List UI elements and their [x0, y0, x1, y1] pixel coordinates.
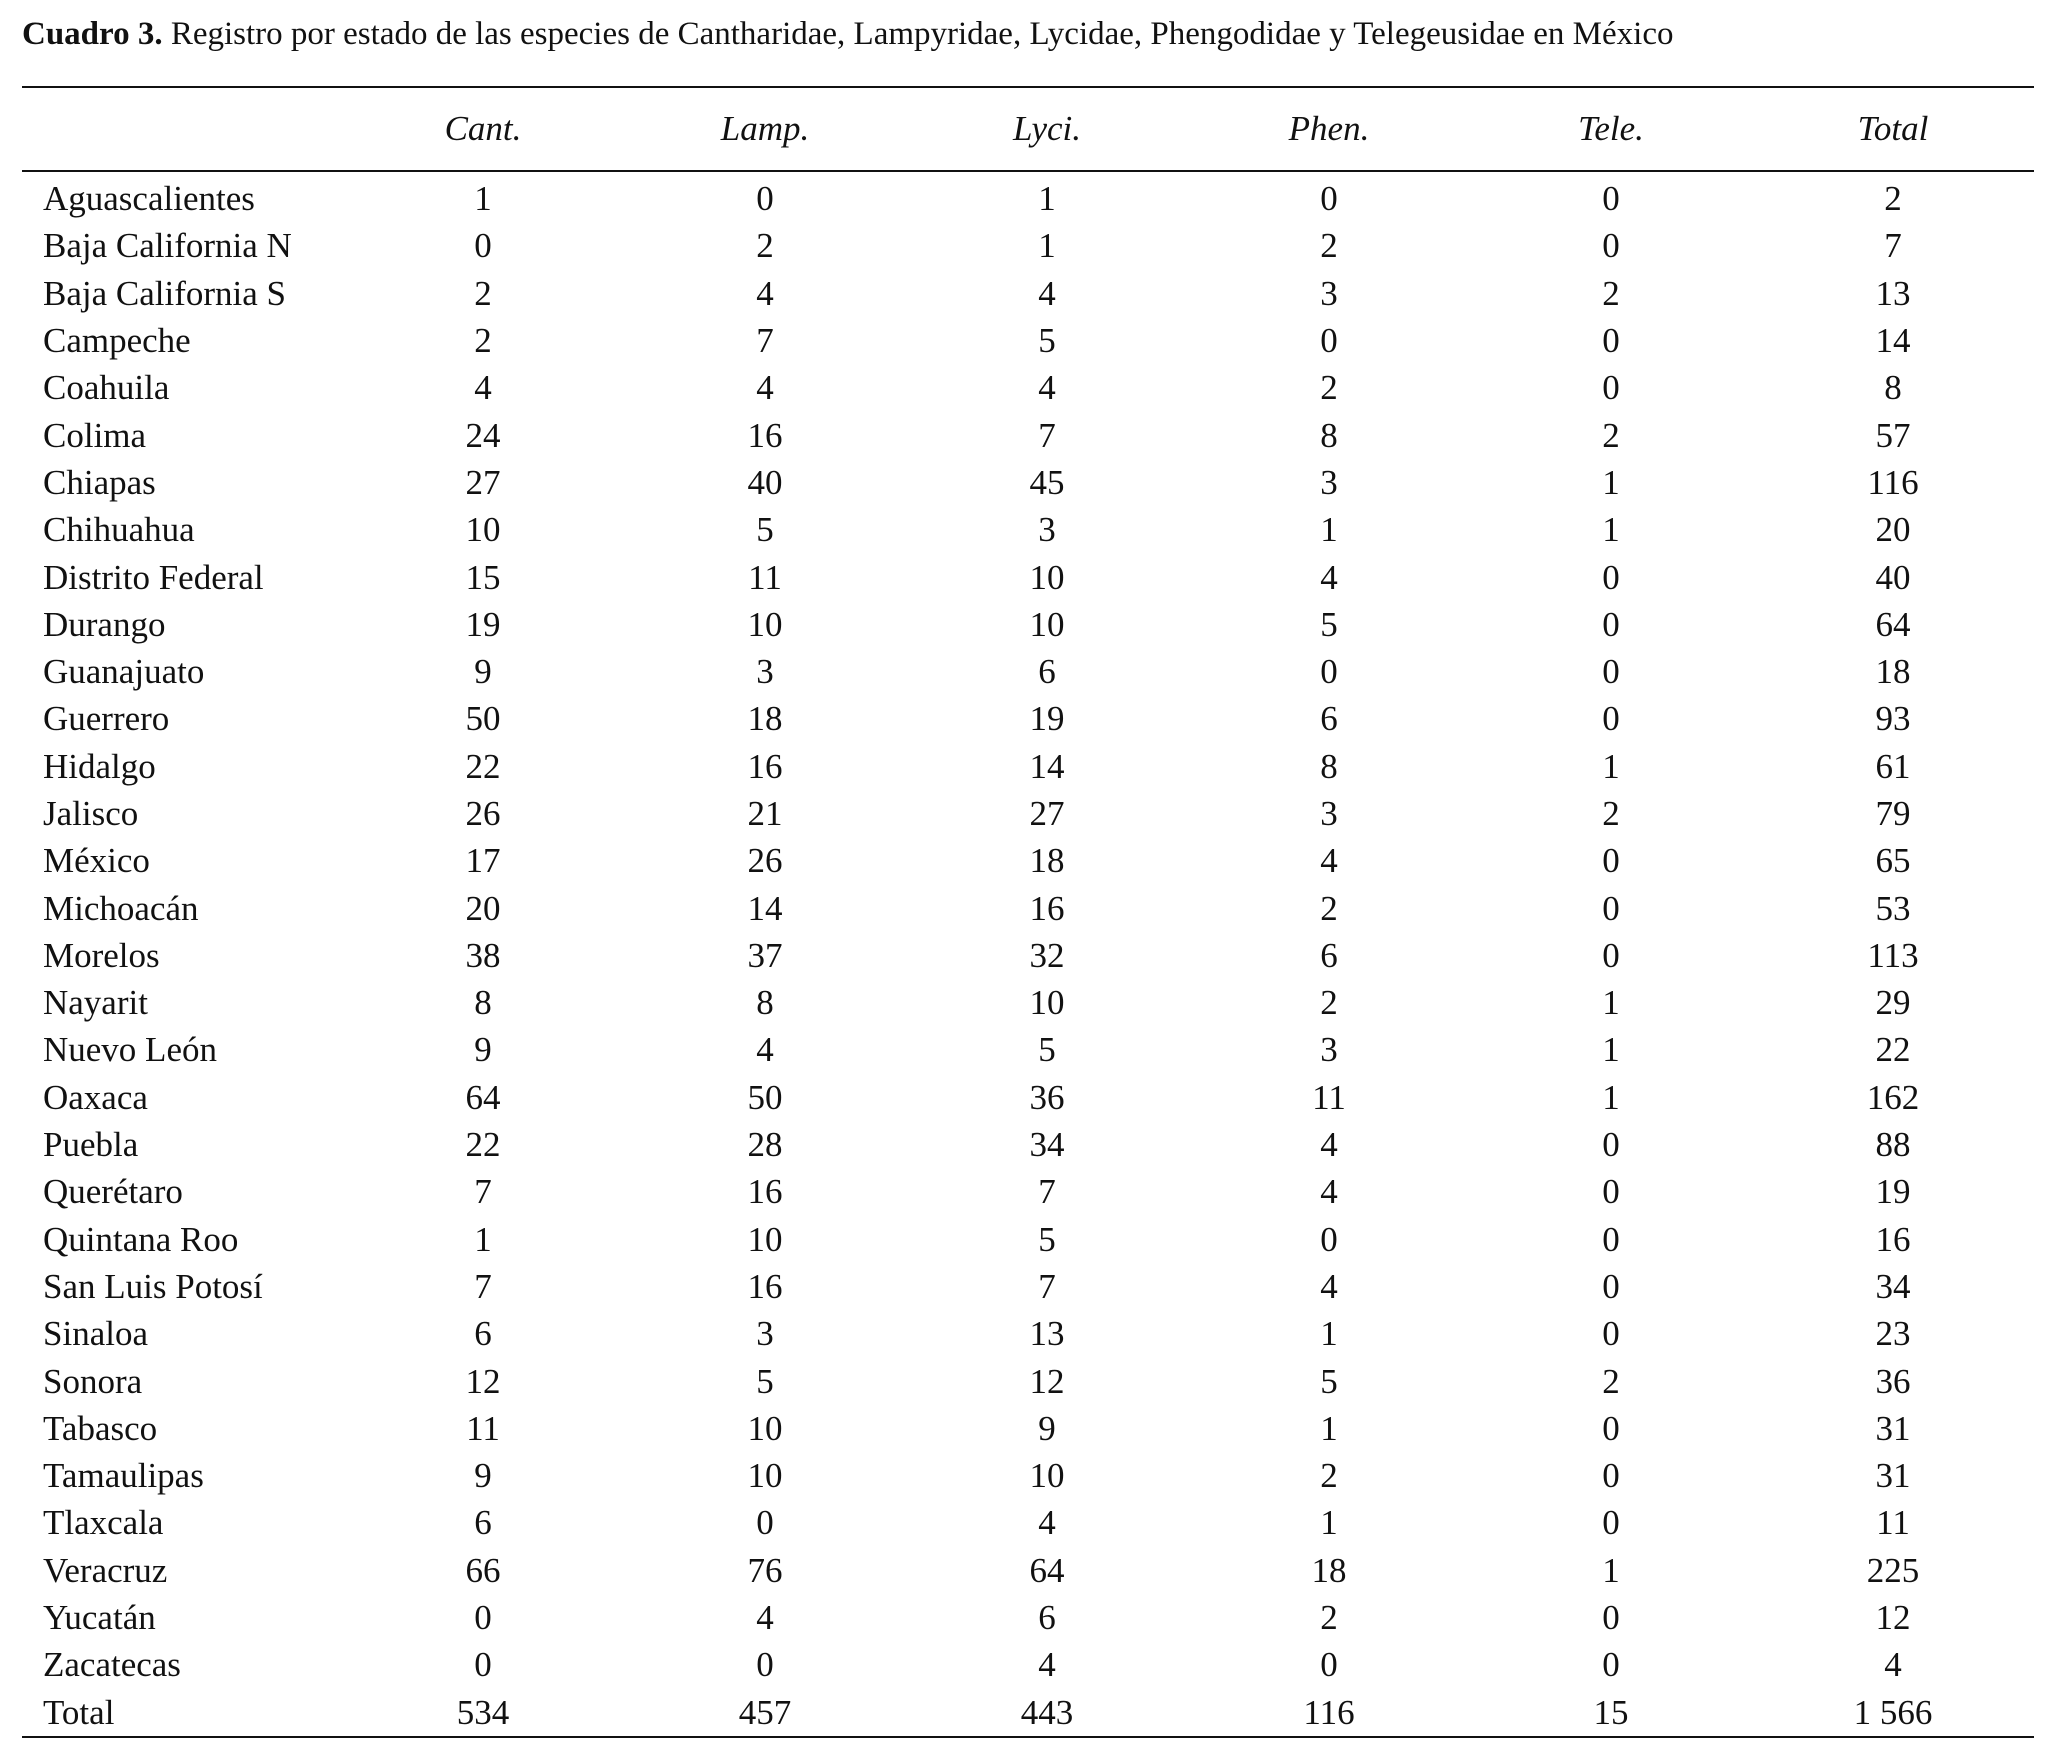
- column-header: Total: [1857, 109, 1929, 148]
- count-cell: 4: [1038, 1645, 1056, 1685]
- count-cell: 2: [1320, 1598, 1338, 1638]
- count-cell: 8: [756, 983, 774, 1023]
- count-cell: 76: [747, 1550, 783, 1590]
- count-cell: 3: [756, 652, 774, 692]
- count-cell: 7: [1038, 415, 1056, 455]
- count-cell: 7: [756, 321, 774, 361]
- count-cell: 534: [456, 1692, 510, 1732]
- count-cell: 7: [474, 1266, 492, 1306]
- count-cell: 17: [465, 841, 501, 881]
- count-cell: 65: [1875, 841, 1911, 881]
- state-name: Hidalgo: [43, 746, 156, 786]
- count-cell: 26: [747, 841, 783, 881]
- count-cell: 0: [1320, 179, 1338, 219]
- state-name: Durango: [43, 604, 166, 644]
- count-cell: 12: [1029, 1361, 1065, 1401]
- state-name: Baja California N: [43, 226, 292, 266]
- state-name: México: [43, 841, 150, 881]
- count-cell: 2: [1320, 368, 1338, 408]
- count-cell: 6: [1320, 935, 1338, 975]
- count-cell: 79: [1875, 794, 1911, 833]
- count-cell: 11: [466, 1408, 500, 1448]
- state-name: Baja California S: [43, 273, 287, 313]
- table-row: [22, 837, 2034, 884]
- table-row: [22, 1263, 2034, 1310]
- count-cell: 4: [756, 368, 774, 408]
- state-name: Aguascalientes: [43, 179, 255, 219]
- count-cell: 4: [756, 273, 774, 313]
- count-cell: 9: [1038, 1408, 1056, 1448]
- caption-label: Cuadro 3.: [22, 16, 163, 52]
- count-cell: 4: [1320, 841, 1338, 881]
- count-cell: 26: [465, 794, 501, 833]
- state-name: Veracruz: [43, 1550, 168, 1590]
- state-name: Jalisco: [43, 794, 139, 833]
- table-row: [22, 884, 2034, 931]
- count-cell: 7: [1038, 1172, 1056, 1212]
- count-cell: 34: [1029, 1125, 1065, 1165]
- count-cell: 0: [1602, 699, 1620, 739]
- count-cell: 38: [465, 935, 501, 975]
- count-cell: 1: [1602, 746, 1620, 786]
- count-cell: 45: [1029, 462, 1065, 502]
- table-row: [22, 1310, 2034, 1357]
- count-cell: 88: [1875, 1125, 1911, 1165]
- state-name: Chihuahua: [43, 510, 195, 550]
- count-cell: 1: [1602, 1550, 1620, 1590]
- table-row: [22, 364, 2034, 411]
- state-name: Quintana Roo: [43, 1219, 239, 1259]
- count-cell: 4: [1038, 273, 1056, 313]
- count-cell: 0: [1602, 179, 1620, 219]
- state-name: Total: [43, 1692, 115, 1732]
- count-cell: 3: [1038, 510, 1056, 550]
- count-cell: 0: [1602, 604, 1620, 644]
- count-cell: 10: [465, 510, 501, 550]
- count-cell: 40: [747, 462, 783, 502]
- count-cell: 21: [747, 794, 783, 833]
- table-row: [22, 743, 2034, 790]
- table-row: [22, 1547, 2034, 1594]
- count-cell: 12: [1875, 1598, 1911, 1638]
- count-cell: 0: [1320, 1645, 1338, 1685]
- count-cell: 31: [1875, 1408, 1911, 1448]
- state-name: Tabasco: [43, 1408, 158, 1448]
- count-cell: 93: [1875, 699, 1911, 739]
- count-cell: 37: [747, 935, 783, 975]
- caption-text: Registro por estado de las especies de Cantharidae, Lampyridae, Lycidae, Phengodidae y Telegeusidae en México: [162, 16, 1674, 52]
- count-cell: 0: [1602, 226, 1620, 266]
- count-cell: 0: [1602, 935, 1620, 975]
- state-name: Morelos: [43, 935, 160, 975]
- state-name: Yucatán: [43, 1598, 156, 1638]
- state-name: Nayarit: [43, 983, 148, 1023]
- state-name: Guerrero: [43, 699, 170, 739]
- count-cell: 1: [474, 1219, 492, 1259]
- count-cell: 4: [756, 1598, 774, 1638]
- count-cell: 57: [1875, 415, 1911, 455]
- column-header: Phen.: [1288, 109, 1370, 148]
- count-cell: 1: [1320, 510, 1338, 550]
- count-cell: 116: [1867, 462, 1919, 502]
- table-row: [22, 1168, 2034, 1215]
- count-cell: 29: [1875, 983, 1911, 1023]
- count-cell: 6: [474, 1314, 492, 1354]
- table-body: [22, 171, 2034, 1737]
- count-cell: 0: [1602, 652, 1620, 692]
- count-cell: 31: [1875, 1456, 1911, 1496]
- count-cell: 1: [1602, 1030, 1620, 1070]
- count-cell: 18: [747, 699, 783, 739]
- count-cell: 4: [1320, 1172, 1338, 1212]
- count-cell: 61: [1875, 746, 1911, 786]
- count-cell: 13: [1029, 1314, 1065, 1354]
- count-cell: 4: [756, 1030, 774, 1070]
- table-row: [22, 1216, 2034, 1263]
- species-table-container: [22, 86, 2034, 1738]
- count-cell: 32: [1029, 935, 1065, 975]
- count-cell: 0: [1602, 1219, 1620, 1259]
- count-cell: 0: [756, 179, 774, 219]
- count-cell: 16: [1875, 1219, 1911, 1259]
- count-cell: 0: [1602, 888, 1620, 928]
- column-header: Tele.: [1578, 109, 1644, 148]
- count-cell: 0: [1602, 368, 1620, 408]
- count-cell: 19: [465, 604, 501, 644]
- count-cell: 3: [1320, 462, 1338, 502]
- count-cell: 9: [474, 652, 492, 692]
- count-cell: 22: [1875, 1030, 1911, 1070]
- count-cell: 40: [1875, 557, 1911, 597]
- count-cell: 4: [1320, 1125, 1338, 1165]
- table-row: [22, 695, 2034, 742]
- count-cell: 2: [1602, 415, 1620, 455]
- total-row: [22, 1689, 2034, 1737]
- count-cell: 113: [1867, 935, 1919, 975]
- count-cell: 8: [474, 983, 492, 1023]
- count-cell: 0: [1602, 1408, 1620, 1448]
- count-cell: 1: [1602, 462, 1620, 502]
- count-cell: 36: [1875, 1361, 1911, 1401]
- count-cell: 162: [1866, 1077, 1920, 1117]
- count-cell: 2: [756, 226, 774, 266]
- table-row: [22, 932, 2034, 979]
- count-cell: 3: [1320, 794, 1338, 833]
- count-cell: 2: [474, 273, 492, 313]
- header-state: [22, 87, 342, 171]
- count-cell: 225: [1866, 1550, 1920, 1590]
- count-cell: 4: [1320, 1266, 1338, 1306]
- count-cell: 0: [756, 1503, 774, 1543]
- count-cell: 11: [1312, 1077, 1346, 1117]
- state-name: Zacatecas: [43, 1645, 181, 1685]
- state-name: Nuevo León: [43, 1030, 217, 1070]
- count-cell: 10: [1029, 983, 1065, 1023]
- count-cell: 6: [1038, 1598, 1056, 1638]
- count-cell: 0: [1602, 1314, 1620, 1354]
- table-row: [22, 459, 2034, 506]
- state-name: Coahuila: [43, 368, 170, 408]
- count-cell: 15: [1593, 1692, 1629, 1732]
- count-cell: 5: [1320, 604, 1338, 644]
- count-cell: 22: [465, 746, 501, 786]
- count-cell: 8: [1320, 746, 1338, 786]
- count-cell: 14: [747, 888, 783, 928]
- table-row: [22, 648, 2034, 695]
- count-cell: 16: [747, 746, 783, 786]
- count-cell: 50: [747, 1077, 783, 1117]
- state-name: Chiapas: [43, 462, 156, 502]
- count-cell: 1: [1602, 1077, 1620, 1117]
- table-row: [22, 1499, 2034, 1546]
- count-cell: 10: [747, 1408, 783, 1448]
- state-name: Colima: [43, 415, 147, 455]
- count-cell: 24: [465, 415, 501, 455]
- count-cell: 0: [1320, 652, 1338, 692]
- table-row: [22, 1026, 2034, 1073]
- state-name: Tlaxcala: [43, 1503, 164, 1543]
- count-cell: 10: [747, 1219, 783, 1259]
- count-cell: 2: [474, 321, 492, 361]
- state-name: Sonora: [43, 1361, 143, 1401]
- count-cell: 23: [1875, 1314, 1911, 1354]
- count-cell: 0: [474, 1645, 492, 1685]
- table-row: [22, 1405, 2034, 1452]
- count-cell: 1 566: [1853, 1692, 1933, 1732]
- count-cell: 1: [1038, 179, 1056, 219]
- count-cell: 19: [1875, 1172, 1911, 1212]
- count-cell: 5: [756, 510, 774, 550]
- state-name: Querétaro: [43, 1172, 183, 1212]
- count-cell: 28: [747, 1125, 783, 1165]
- count-cell: 27: [1029, 794, 1065, 833]
- count-cell: 5: [1038, 1219, 1056, 1259]
- count-cell: 13: [1875, 273, 1911, 313]
- count-cell: 11: [1876, 1503, 1910, 1543]
- state-name: Puebla: [43, 1125, 139, 1165]
- count-cell: 50: [465, 699, 501, 739]
- count-cell: 18: [1875, 652, 1911, 692]
- count-cell: 18: [1029, 841, 1065, 881]
- table-row: [22, 790, 2034, 837]
- count-cell: 6: [1038, 652, 1056, 692]
- count-cell: 20: [1875, 510, 1911, 550]
- count-cell: 1: [1602, 510, 1620, 550]
- count-cell: 8: [1884, 368, 1902, 408]
- count-cell: 10: [1029, 604, 1065, 644]
- count-cell: 2: [1602, 1361, 1620, 1401]
- count-cell: 64: [1875, 604, 1911, 644]
- count-cell: 0: [474, 1598, 492, 1638]
- table-caption: [22, 10, 1674, 58]
- count-cell: 116: [1303, 1692, 1355, 1732]
- count-cell: 2: [1320, 226, 1338, 266]
- count-cell: 18: [1311, 1550, 1347, 1590]
- count-cell: 34: [1875, 1266, 1911, 1306]
- count-cell: 22: [465, 1125, 501, 1165]
- count-cell: 1: [474, 179, 492, 219]
- table-row: [22, 979, 2034, 1026]
- header-row: [22, 87, 2034, 171]
- column-header: Lyci.: [1013, 109, 1081, 148]
- count-cell: 4: [474, 368, 492, 408]
- table-header: [22, 87, 2034, 171]
- count-cell: 16: [747, 1266, 783, 1306]
- state-name: San Luis Potosí: [43, 1266, 263, 1306]
- count-cell: 4: [1320, 557, 1338, 597]
- count-cell: 0: [1602, 557, 1620, 597]
- count-cell: 5: [1038, 321, 1056, 361]
- table-row: [22, 1452, 2034, 1499]
- count-cell: 5: [1038, 1030, 1056, 1070]
- count-cell: 0: [1602, 321, 1620, 361]
- count-cell: 0: [474, 226, 492, 266]
- column-header: Cant.: [444, 109, 522, 148]
- count-cell: 2: [1602, 794, 1620, 833]
- count-cell: 66: [465, 1550, 501, 1590]
- count-cell: 9: [474, 1456, 492, 1496]
- count-cell: 11: [748, 557, 782, 597]
- count-cell: 16: [747, 415, 783, 455]
- count-cell: 10: [1029, 557, 1065, 597]
- count-cell: 1: [1320, 1408, 1338, 1448]
- count-cell: 64: [1029, 1550, 1065, 1590]
- count-cell: 15: [465, 557, 501, 597]
- count-cell: 16: [747, 1172, 783, 1212]
- count-cell: 64: [465, 1077, 501, 1117]
- count-cell: 16: [1029, 888, 1065, 928]
- count-cell: 2: [1320, 1456, 1338, 1496]
- table-row: [22, 411, 2034, 458]
- count-cell: 0: [1602, 1598, 1620, 1638]
- count-cell: 0: [1320, 321, 1338, 361]
- table-row: [22, 171, 2034, 222]
- count-cell: 0: [1602, 1266, 1620, 1306]
- state-name: Distrito Federal: [43, 557, 264, 597]
- count-cell: 1: [1602, 983, 1620, 1023]
- state-name: Tamaulipas: [43, 1456, 204, 1496]
- state-name: Sinaloa: [43, 1314, 148, 1354]
- count-cell: 53: [1875, 888, 1911, 928]
- count-cell: 3: [1320, 273, 1338, 313]
- count-cell: 6: [474, 1503, 492, 1543]
- count-cell: 1: [1038, 226, 1056, 266]
- count-cell: 0: [1602, 1645, 1620, 1685]
- table-row: [22, 317, 2034, 364]
- count-cell: 9: [474, 1030, 492, 1070]
- count-cell: 19: [1029, 699, 1065, 739]
- count-cell: 0: [1602, 1503, 1620, 1543]
- count-cell: 443: [1020, 1692, 1074, 1732]
- count-cell: 1: [1320, 1503, 1338, 1543]
- table-row: [22, 1357, 2034, 1404]
- state-name: Michoacán: [43, 888, 199, 928]
- state-name: Campeche: [43, 321, 191, 361]
- count-cell: 0: [1320, 1219, 1338, 1259]
- table-row: [22, 553, 2034, 600]
- count-cell: 2: [1602, 273, 1620, 313]
- count-cell: 0: [1602, 1456, 1620, 1496]
- count-cell: 0: [756, 1645, 774, 1685]
- table-row: [22, 1594, 2034, 1641]
- count-cell: 10: [747, 1456, 783, 1496]
- count-cell: 20: [465, 888, 501, 928]
- count-cell: 4: [1884, 1645, 1902, 1685]
- count-cell: 36: [1029, 1077, 1065, 1117]
- count-cell: 14: [1029, 746, 1065, 786]
- table-row: [22, 506, 2034, 553]
- state-name: Guanajuato: [43, 652, 205, 692]
- count-cell: 6: [1320, 699, 1338, 739]
- table-row: [22, 1121, 2034, 1168]
- table-row: [22, 601, 2034, 648]
- count-cell: 2: [1884, 179, 1902, 219]
- count-cell: 2: [1320, 983, 1338, 1023]
- count-cell: 5: [756, 1361, 774, 1401]
- count-cell: 2: [1320, 888, 1338, 928]
- count-cell: 5: [1320, 1361, 1338, 1401]
- count-cell: 10: [747, 604, 783, 644]
- state-name: Oaxaca: [43, 1077, 148, 1117]
- count-cell: 7: [1884, 226, 1902, 266]
- count-cell: 457: [738, 1692, 792, 1732]
- count-cell: 12: [465, 1361, 501, 1401]
- count-cell: 3: [1320, 1030, 1338, 1070]
- count-cell: 10: [1029, 1456, 1065, 1496]
- column-header: Lamp.: [720, 109, 810, 148]
- count-cell: 27: [465, 462, 501, 502]
- count-cell: 0: [1602, 841, 1620, 881]
- count-cell: 7: [1038, 1266, 1056, 1306]
- table-row: [22, 222, 2034, 269]
- table-row: [22, 1641, 2034, 1688]
- count-cell: 1: [1320, 1314, 1338, 1354]
- species-table: [22, 86, 2034, 1738]
- count-cell: 7: [474, 1172, 492, 1212]
- count-cell: 8: [1320, 415, 1338, 455]
- count-cell: 0: [1602, 1125, 1620, 1165]
- count-cell: 3: [756, 1314, 774, 1354]
- count-cell: 4: [1038, 1503, 1056, 1543]
- count-cell: 14: [1875, 321, 1911, 361]
- table-row: [22, 1074, 2034, 1121]
- count-cell: 4: [1038, 368, 1056, 408]
- table-row: [22, 270, 2034, 317]
- count-cell: 0: [1602, 1172, 1620, 1212]
